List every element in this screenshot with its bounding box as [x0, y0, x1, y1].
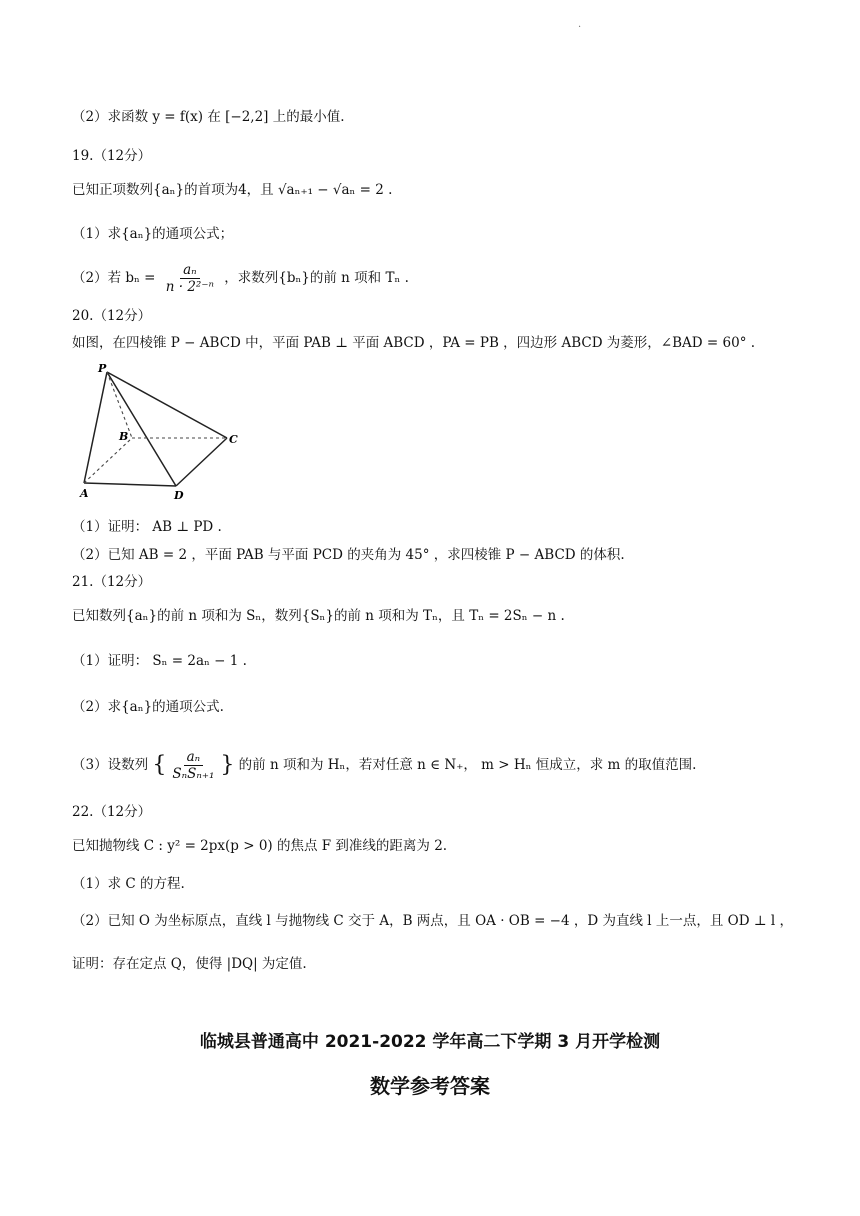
q20-part2: （2）已知 AB = 2 ，平面 PAB 与平面 PCD 的夹角为 45° ，求四棱锥 P − ABCD 的体积.	[72, 547, 625, 563]
q22-stem: 已知抛物线 C : y² = 2px(p > 0) 的焦点 F 到准线的距离为 2.	[72, 838, 448, 854]
label-B: B	[119, 430, 129, 443]
edge-PD	[107, 372, 176, 486]
q20-stem: 如图，在四棱锥 P − ABCD 中，平面 PAB ⊥ 平面 ABCD ，PA = PB ，四边形 ABCD 为菱形，∠BAD = 60° .	[72, 335, 756, 351]
q19-fraction	[163, 262, 217, 295]
label-A: A	[80, 487, 89, 500]
answer-subtitle: 数学参考答案	[370, 1074, 490, 1098]
top-mark: ·	[578, 22, 582, 33]
q21-part1: （1）证明： Sₙ = 2aₙ − 1 .	[72, 653, 247, 669]
q22-part2: （2）已知 O 为坐标原点，直线 l 与抛物线 C 交于 A，B 两点，且 OA · OB = −4 ，D 为直线 l 上一点，且 OD ⊥ l ，	[72, 913, 793, 929]
q22-header: 22.（12分）	[72, 804, 152, 820]
q21-header: 21.（12分）	[72, 574, 152, 590]
edge-DC	[176, 438, 227, 486]
answer-title: 临城县普通高中 2021-2022 学年高二下学期 3 月开学检测	[199, 1032, 661, 1052]
q22-part1: （1）求 C 的方程.	[72, 876, 185, 892]
q21-fraction-numerator: aₙ	[184, 749, 204, 766]
label-D: D	[174, 489, 184, 502]
edge-PC	[107, 372, 227, 438]
label-C: C	[229, 433, 238, 446]
pyramid-figure	[72, 360, 252, 505]
q21-fraction	[169, 749, 217, 782]
q22-part2-continued: 证明：存在定点 Q，使得 |DQ| 为定值.	[72, 956, 307, 972]
q18-part2: （2）求函数 y = f(x) 在 [−2,2] 上的最小值.	[72, 109, 345, 125]
q19-stem: 已知正项数列{aₙ}的首项为4，且 √aₙ₊₁ − √aₙ = 2 .	[72, 182, 393, 198]
q21-fraction-denominator: SₙSₙ₊₁	[172, 766, 215, 782]
q20-part1: （1）证明： AB ⊥ PD .	[72, 519, 222, 535]
q19-part1: （1）求{aₙ}的通项公式；	[72, 226, 234, 242]
q19-part2-post: ，求数列{bₙ}的前 n 项和 Tₙ .	[224, 270, 409, 286]
label-P: P	[98, 362, 107, 375]
q19-fraction-denominator: n · 2²⁻ⁿ	[165, 279, 214, 295]
q21-part3-post: 的前 n 项和为 Hₙ，若对任意 n ∈ N₊， m > Hₙ 恒成立，求 m 的取值范围.	[238, 757, 697, 773]
q21-stem: 已知数列{aₙ}的前 n 项和为 Sₙ，数列{Sₙ}的前 n 项和为 Tₙ，且 Tₙ = 2Sₙ − n .	[72, 608, 565, 624]
q21-part2: （2）求{aₙ}的通项公式.	[72, 699, 224, 715]
q21-part3: （3）设数列 { $\frac{\text{aₙ}}{\text{SₙSₙ₊₁}}$ } 的前 n 项和为 Hₙ，若对任意 n ∈ N₊， m > Hₙ 恒成立，求 m 的取值范围.	[72, 749, 697, 782]
q19-part2-pre: （2）若 bₙ =	[72, 270, 156, 286]
edge-PA	[84, 372, 107, 483]
q19-part2	[72, 262, 409, 295]
edge-AD	[84, 483, 176, 486]
edge-PB-hidden	[107, 372, 132, 438]
q20-header: 20.（12分）	[72, 308, 152, 324]
q19-fraction-numerator: aₙ	[180, 262, 200, 279]
q21-part3-pre: （3）设数列	[72, 757, 149, 773]
q19-header: 19.（12分）	[72, 148, 152, 164]
